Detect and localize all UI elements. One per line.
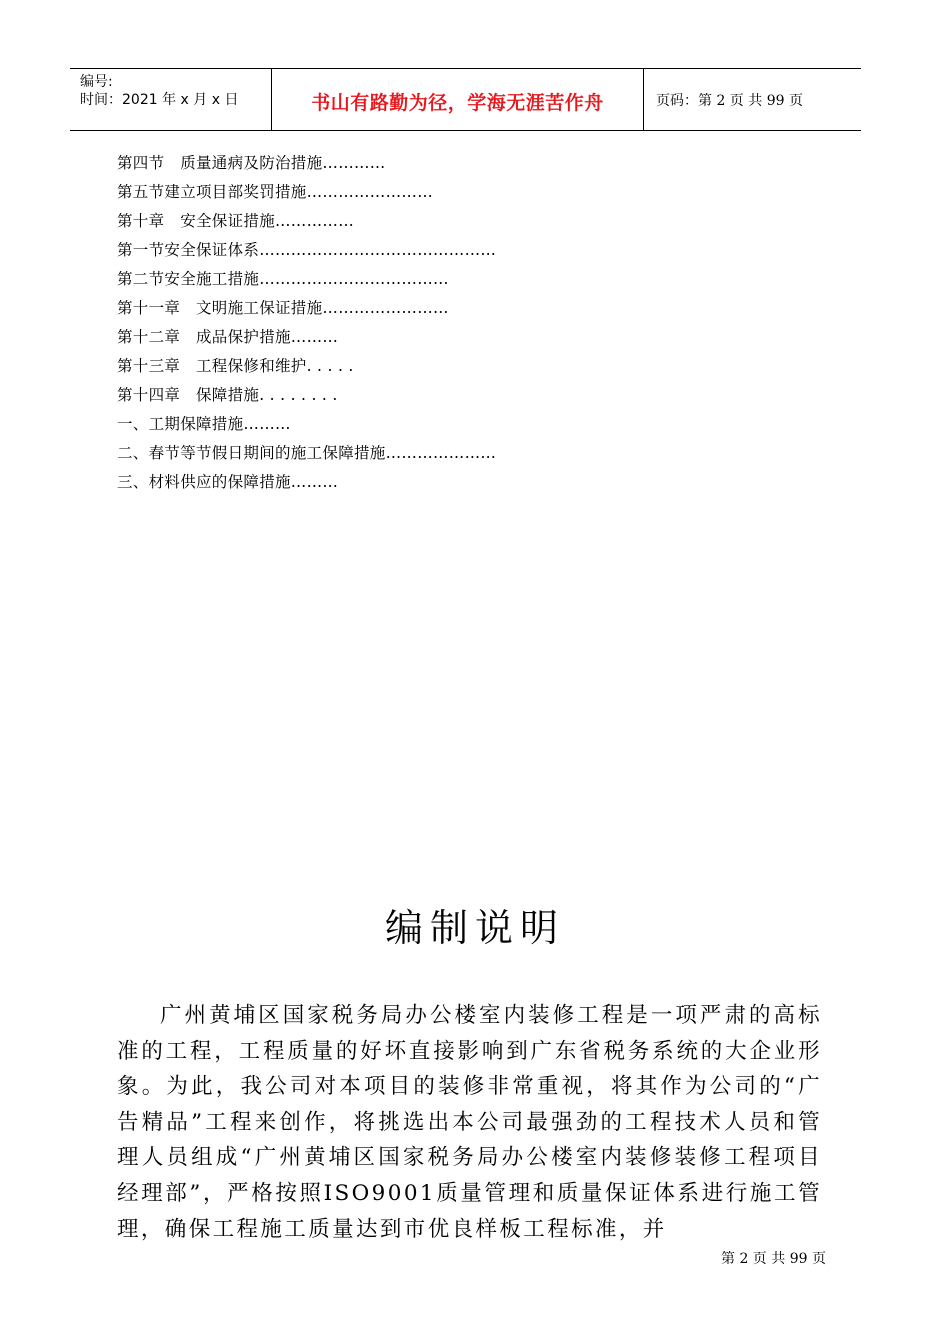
toc-item: 第十四章 保障措施. . . . . . . .	[117, 386, 338, 404]
header-motto: 书山有路勤为径，学海无涯苦作舟	[311, 92, 604, 114]
toc-item: 第十二章 成品保护措施………	[117, 328, 339, 346]
table-of-contents	[117, 149, 837, 497]
section-title: 编制说明	[384, 906, 565, 951]
header-page-info: 页码：第 2 页 共 99 页	[656, 93, 803, 109]
document-number-label: 编号:	[80, 74, 113, 90]
header-meta-cell	[70, 69, 272, 130]
document-date-label: 时间：2021 年 x 月 x 日	[80, 92, 239, 108]
toc-item: 第一节安全保证体系………………………………………	[117, 241, 497, 259]
toc-item: 第十三章 工程保修和维护. . . . .	[117, 357, 354, 375]
toc-item: 二、春节等节假日期间的施工保障措施…………………	[117, 444, 497, 462]
toc-item: 第二节安全施工措施………………………………	[117, 270, 449, 288]
page-header	[70, 68, 861, 131]
body-paragraph: 广州黄埔区国家税务局办公楼室内装修工程是一项严肃的高标准的工程，工程质量的好坏直接影响到广东省税务系统的大企业形象。为此，我公司对本项目的装修非常重视，将其作为公司的“广告精品”工程来创作，将挑选出本公司最强劲的工程技术人员和管理人员组成“广州黄埔区国家税务局办公楼室内装修装修工程项目经理部”，严格按照ISO9001质量管理和质量保证体系进行施工管理，确保工程施工质量达到市优良样板工程标准，并	[117, 1003, 822, 1242]
toc-item: 三、材料供应的保障措施………	[117, 473, 339, 491]
toc-item: 第四节 质量通病及防治措施…………	[117, 154, 386, 172]
toc-item: 第五节建立项目部奖罚措施……………………	[117, 183, 434, 201]
header-page-cell	[644, 69, 861, 130]
toc-item: 第十一章 文明施工保证措施……………………	[117, 299, 449, 317]
toc-item: 第十章 安全保证措施……………	[117, 212, 355, 230]
toc-item: 一、工期保障措施………	[117, 415, 291, 433]
page-footer: 第 2 页 共 99 页	[721, 1251, 826, 1267]
header-motto-cell	[272, 69, 644, 130]
